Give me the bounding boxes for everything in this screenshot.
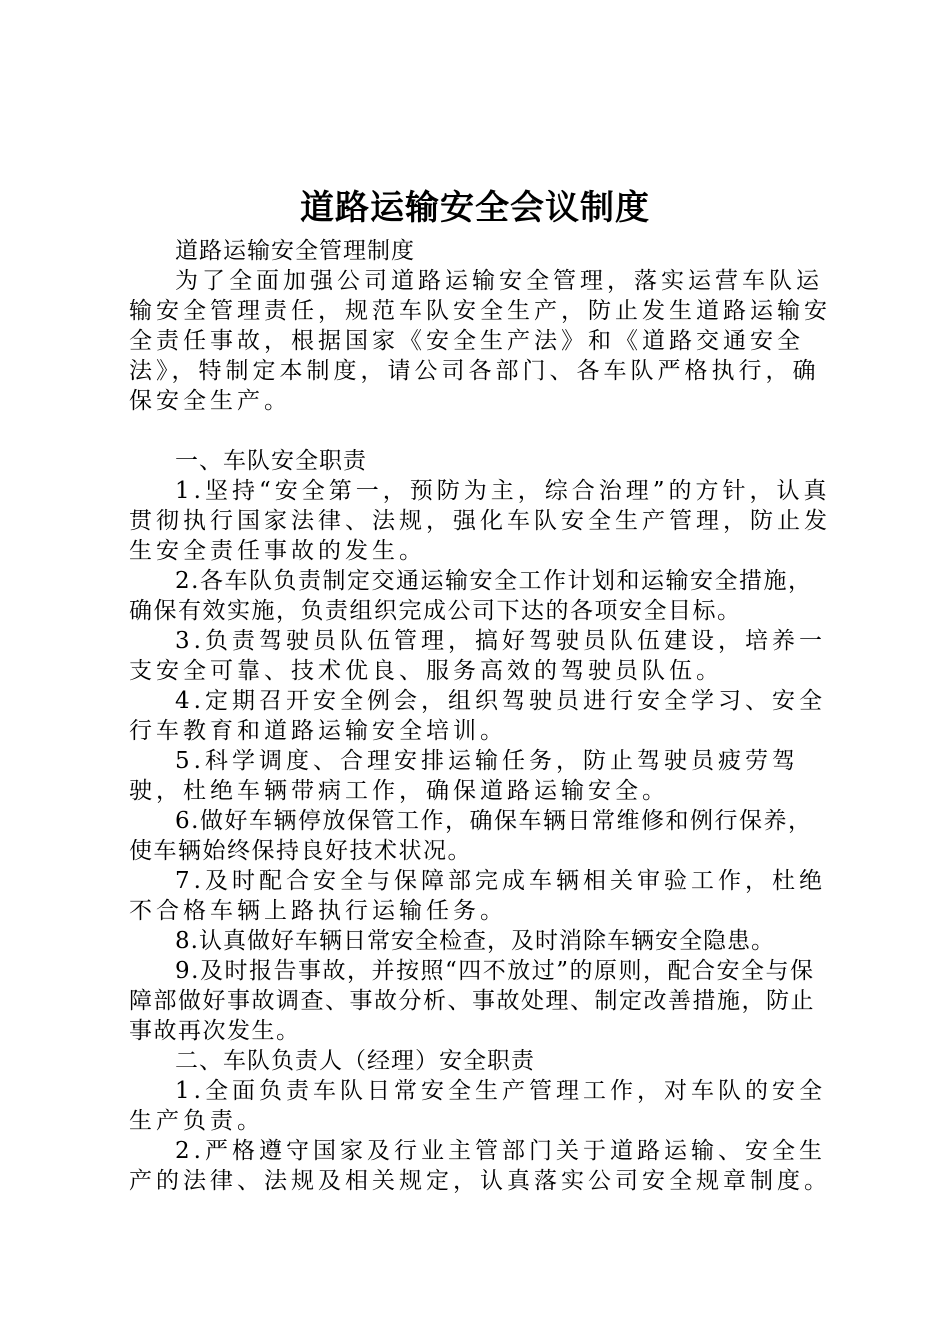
list-item: 7.及时配合安全与保障部完成车辆相关审验工作，杜绝不合格车辆上路执行运输任务。 [129, 868, 826, 924]
list-item: 1.坚持“安全第一，预防为主，综合治理”的方针，认真贯彻执行国家法律、法规，强化车队安全生产管理，防止发生安全责任事故的发生。 [129, 478, 831, 564]
list-item: 8.认真做好车辆日常安全检查，及时消除车辆安全隐患。 [175, 928, 775, 954]
list-item: 9.及时报告事故，并按照“四不放过”的原则，配合安全与保障部做好事故调查、事故分析、事故处理、制定改善措施，防止事故再次发生。 [129, 958, 815, 1044]
document-subtitle: 道路运输安全管理制度 [175, 238, 415, 264]
list-item: 6.做好车辆停放保管工作，确保车辆日常维修和例行保养，使车辆始终保持良好技术状况。 [129, 808, 813, 864]
intro-paragraph: 为了全面加强公司道路运输安全管理，落实运营车队运输安全管理责任，规范车队安全生产，防止发生道路运输安全责任事故，根据国家《安全生产法》和《道路交通安全法》，特制定本制度，请公司各部门、各车队严格执行，确保安全生产。 [129, 268, 831, 414]
list-item: 2.各车队负责制定交通运输安全工作计划和运输安全措施，确保有效实施，负责组织完成公司下达的各项安全目标。 [129, 568, 813, 624]
list-item: 4.定期召开安全例会，组织驾驶员进行安全学习、安全行车教育和道路运输安全培训。 [129, 688, 826, 744]
section-heading: 二、车队负责人（经理）安全职责 [175, 1048, 535, 1074]
list-item: 3.负责驾驶员队伍管理，搞好驾驶员队伍建设，培养一支安全可靠、技术优良、服务高效的驾驶员队伍。 [129, 628, 826, 684]
list-item: 2.严格遵守国家及行业主管部门关于道路运输、安全生产的法律、法规及相关规定，认真落实公司安全规章制度。 [129, 1138, 831, 1194]
list-item: 1.全面负责车队日常安全生产管理工作，对车队的安全生产负责。 [129, 1078, 826, 1134]
paragraph-gap [129, 416, 831, 446]
section-heading: 一、车队安全职责 [175, 448, 367, 474]
list-item: 5.科学调度、合理安排运输任务，防止驾驶员疲劳驾驶，杜绝车辆带病工作，确保道路运输安全。 [129, 748, 799, 804]
document-title: 道路运输安全会议制度 [300, 188, 650, 228]
document-body [129, 236, 831, 1196]
